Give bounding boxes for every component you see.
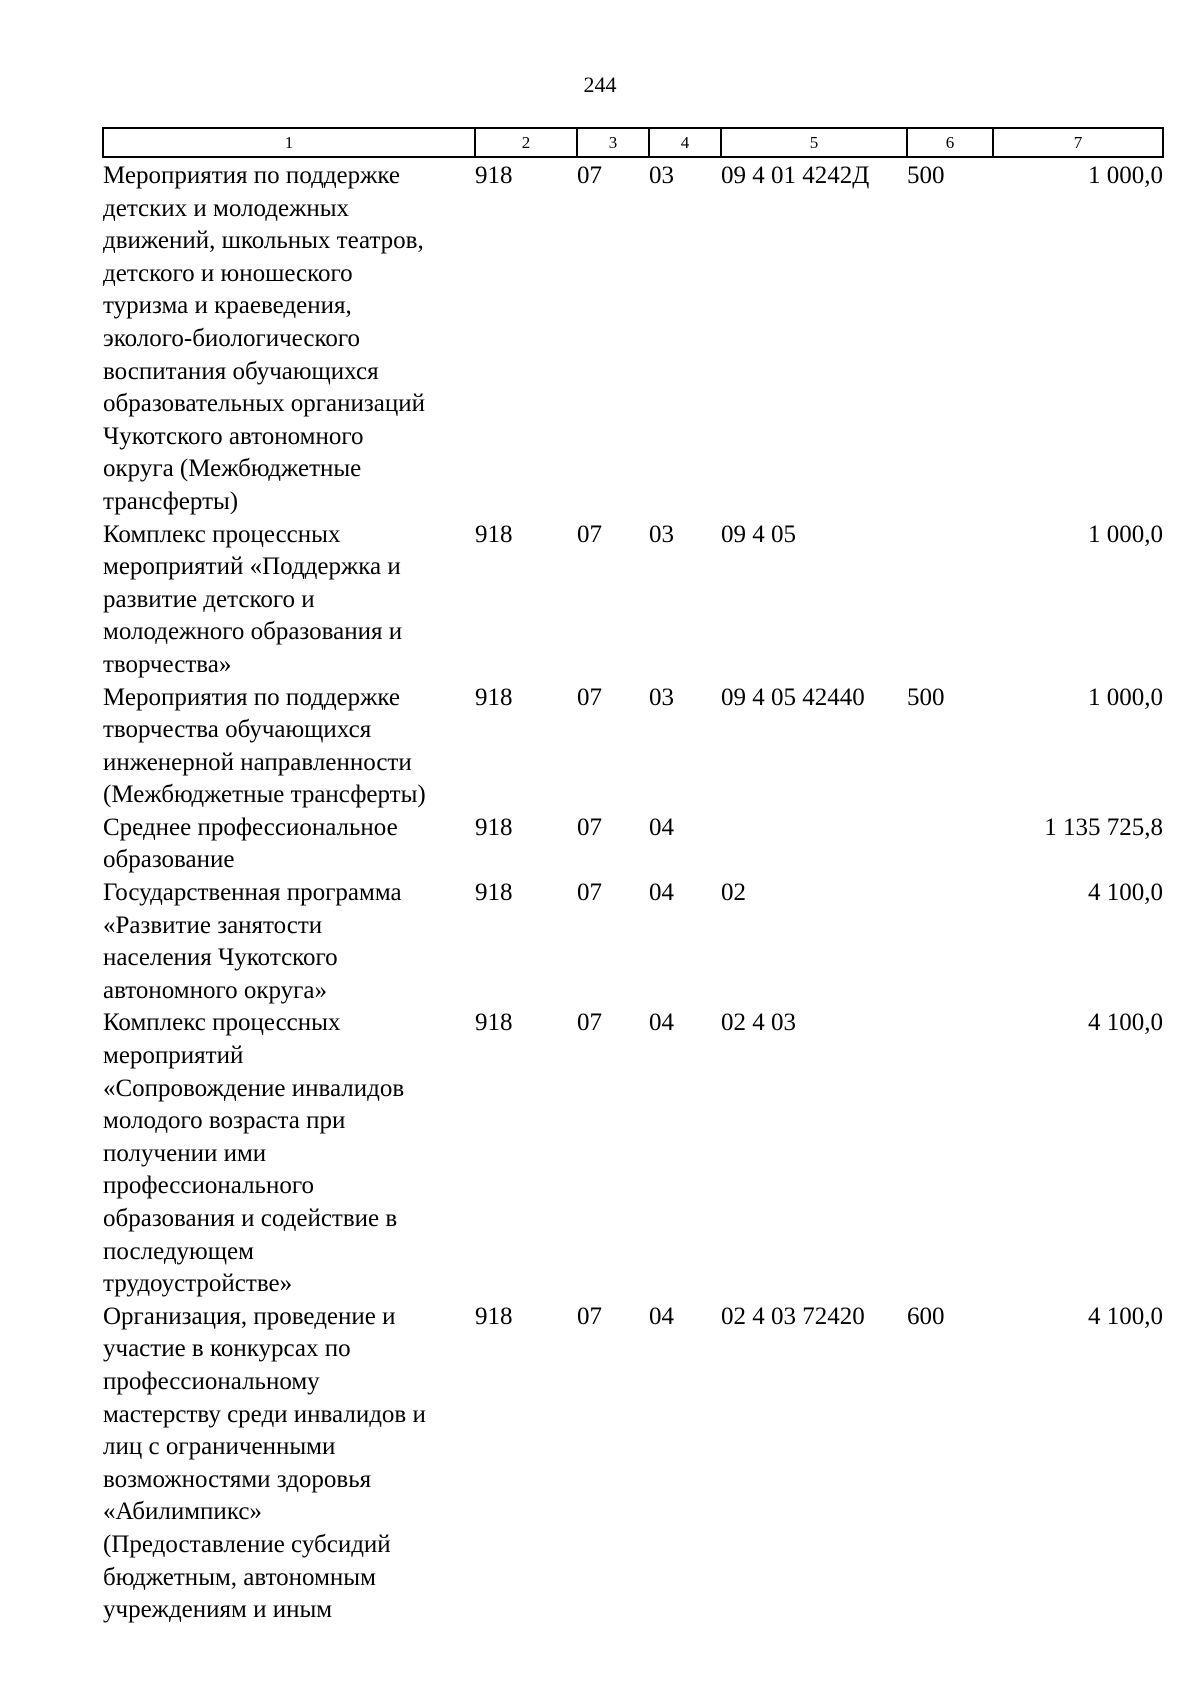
page-number: 244 bbox=[583, 72, 617, 97]
row-section-code: 07 bbox=[577, 683, 602, 711]
item-name-line: возможностями здоровья bbox=[103, 1465, 372, 1493]
row-item-name bbox=[103, 682, 475, 812]
item-name-line: Мероприятия по поддержке bbox=[103, 683, 401, 711]
row-target-article-code: 09 4 01 4242Д bbox=[721, 162, 870, 189]
item-name-line: «Абилимпикс» bbox=[103, 1498, 262, 1526]
item-name-line: Государственная программа bbox=[103, 879, 402, 907]
row-item-name bbox=[103, 877, 475, 1007]
item-name-line: профессиональному bbox=[103, 1367, 320, 1395]
item-name-line: лиц с ограниченными bbox=[103, 1433, 336, 1461]
item-name-line: творчества обучающихся bbox=[103, 716, 372, 744]
row-expense-type-code bbox=[907, 877, 993, 1007]
column-header-5: 5 bbox=[721, 128, 907, 157]
column-header-6: 6 bbox=[907, 128, 993, 157]
row-expense-type-code: 500 bbox=[907, 683, 945, 711]
row-subsection-code: 04 bbox=[649, 1302, 674, 1330]
row-expense-type-code bbox=[907, 812, 993, 877]
item-name-line: округа (Межбюджетные bbox=[103, 455, 362, 483]
row-amount: 1 000,0 bbox=[1088, 683, 1163, 711]
row-item-name bbox=[103, 1007, 475, 1300]
row-ministry-code: 918 bbox=[475, 520, 513, 548]
item-name-line: Комплекс процессных bbox=[103, 520, 341, 548]
table-row bbox=[103, 1301, 1163, 1627]
row-ministry-code: 918 bbox=[475, 813, 513, 841]
item-name-line: «Развитие занятости bbox=[103, 911, 323, 939]
item-name-line: последующем bbox=[103, 1237, 254, 1265]
item-name-line: мероприятий bbox=[103, 1042, 244, 1070]
row-target-article-code: 02 4 03 bbox=[721, 1009, 796, 1037]
table-row bbox=[103, 519, 1163, 682]
table-row bbox=[103, 157, 1163, 519]
row-section-code: 07 bbox=[577, 162, 602, 189]
item-name-line: профессионального bbox=[103, 1172, 314, 1200]
row-amount: 1 000,0 bbox=[1088, 520, 1163, 548]
row-item-name bbox=[103, 812, 475, 877]
item-name-line: детского и юношеского bbox=[103, 259, 353, 287]
row-amount: 4 100,0 bbox=[1088, 879, 1163, 907]
item-name-line: детских и молодежных bbox=[103, 194, 350, 222]
item-name-line: образования и содействие в bbox=[103, 1205, 398, 1232]
row-expense-type-code: 500 bbox=[907, 162, 945, 189]
item-name-line: мероприятий «Поддержка и bbox=[103, 553, 401, 581]
item-name-line: молодежного образования и bbox=[103, 618, 403, 646]
item-name-line: участие в конкурсах по bbox=[103, 1335, 351, 1363]
row-target-article-code: 02 4 03 72420 bbox=[721, 1302, 865, 1330]
row-item-name bbox=[103, 1301, 475, 1627]
item-name-line: эколого-биологического bbox=[103, 324, 360, 352]
row-item-name bbox=[103, 157, 475, 519]
item-name-line: трансферты) bbox=[103, 487, 239, 515]
item-name-line: инженерной направленности bbox=[103, 748, 412, 776]
item-name-line: бюджетным, автономным bbox=[103, 1563, 376, 1591]
row-target-article-code: 09 4 05 42440 bbox=[721, 683, 865, 711]
row-section-code: 07 bbox=[577, 879, 602, 907]
row-amount: 1 135 725,8 bbox=[1044, 813, 1163, 841]
row-section-code: 07 bbox=[577, 1302, 602, 1330]
row-target-article-code: 09 4 05 bbox=[721, 520, 796, 548]
row-target-article-code bbox=[721, 812, 907, 877]
row-section-code: 07 bbox=[577, 520, 602, 548]
item-name-line: образование bbox=[103, 846, 235, 874]
item-name-line: образовательных организаций bbox=[103, 390, 426, 418]
table-header-row bbox=[103, 128, 1163, 157]
item-name-line: молодого возраста при bbox=[103, 1107, 346, 1135]
row-subsection-code: 03 bbox=[649, 683, 674, 711]
row-amount: 4 100,0 bbox=[1088, 1302, 1163, 1330]
column-header-1: 1 bbox=[103, 128, 475, 157]
item-name-line: (Предоставление субсидий bbox=[103, 1530, 391, 1558]
row-amount: 4 100,0 bbox=[1088, 1009, 1163, 1037]
item-name-line: творчества» bbox=[103, 650, 232, 678]
item-name-line: населения Чукотского bbox=[103, 944, 338, 972]
column-header-4: 4 bbox=[649, 128, 721, 157]
row-expense-type-code: 600 bbox=[907, 1302, 945, 1330]
budget-table bbox=[102, 127, 1164, 1627]
row-subsection-code: 03 bbox=[649, 162, 674, 189]
column-header-2: 2 bbox=[475, 128, 577, 157]
item-name-line: Мероприятия по поддержке bbox=[103, 162, 401, 189]
row-section-code: 07 bbox=[577, 813, 602, 841]
column-header-7: 7 bbox=[993, 128, 1163, 157]
item-name-line: движений, школьных театров, bbox=[103, 227, 424, 255]
item-name-line: Чукотского автономного bbox=[103, 422, 364, 450]
item-name-line: (Межбюджетные трансферты) bbox=[103, 781, 426, 809]
column-header-3: 3 bbox=[577, 128, 649, 157]
row-amount: 1 000,0 bbox=[1088, 162, 1163, 189]
table-row bbox=[103, 1007, 1163, 1300]
table-body bbox=[103, 157, 1163, 1627]
item-name-line: воспитания обучающихся bbox=[103, 357, 379, 385]
table-row bbox=[103, 812, 1163, 877]
item-name-line: туризма и краеведения, bbox=[103, 292, 352, 320]
item-name-line: Комплекс процессных bbox=[103, 1009, 341, 1037]
table-row bbox=[103, 682, 1163, 812]
table-row bbox=[103, 877, 1163, 1007]
item-name-line: мастерству среди инвалидов и bbox=[103, 1400, 426, 1428]
item-name-line: трудоустройстве» bbox=[103, 1270, 293, 1298]
row-subsection-code: 03 bbox=[649, 520, 674, 548]
row-expense-type-code bbox=[907, 519, 993, 682]
row-ministry-code: 918 bbox=[475, 162, 513, 189]
row-ministry-code: 918 bbox=[475, 879, 513, 907]
item-name-line: Организация, проведение и bbox=[103, 1302, 396, 1330]
item-name-line: получении ими bbox=[103, 1139, 267, 1167]
row-target-article-code: 02 bbox=[721, 879, 746, 907]
item-name-line: «Сопровождение инвалидов bbox=[103, 1074, 405, 1102]
row-subsection-code: 04 bbox=[649, 879, 674, 907]
item-name-line: развитие детского и bbox=[103, 585, 315, 613]
row-subsection-code: 04 bbox=[649, 813, 674, 841]
row-section-code: 07 bbox=[577, 1009, 602, 1037]
item-name-line: автономного округа» bbox=[103, 976, 328, 1004]
item-name-line: Среднее профессиональное bbox=[103, 813, 398, 841]
row-expense-type-code bbox=[907, 1007, 993, 1300]
row-item-name bbox=[103, 519, 475, 682]
row-ministry-code: 918 bbox=[475, 1009, 513, 1037]
row-ministry-code: 918 bbox=[475, 683, 513, 711]
row-subsection-code: 04 bbox=[649, 1009, 674, 1037]
item-name-line: учреждениям и иным bbox=[103, 1596, 333, 1624]
row-ministry-code: 918 bbox=[475, 1302, 513, 1330]
